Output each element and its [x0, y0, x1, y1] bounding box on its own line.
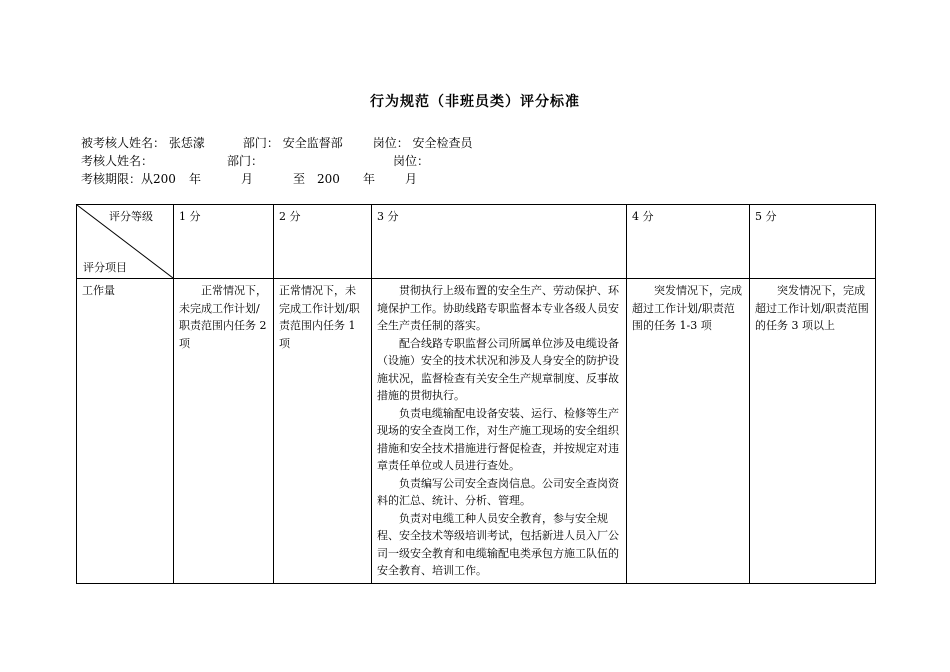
month-char: 月	[241, 172, 254, 186]
header-item-label: 评分项目	[83, 260, 127, 274]
table-row	[77, 279, 876, 584]
column-header-5: 5 分	[750, 205, 876, 279]
column-header-1: 1 分	[174, 205, 274, 279]
header-grade-label: 评分等级	[109, 210, 153, 223]
to-char: 至	[293, 172, 306, 186]
score-3-paragraph: 配合线路专职监督公司所属单位涉及电缆设备（设施）安全的技术状况和涉及人身安全的防护设施状况，监督检查有关安全生产规章制度、反事故措施的贯彻执行。	[377, 336, 619, 402]
examiner-label: 考核人姓名：	[81, 154, 154, 168]
examinee-label: 被考核人姓名：	[81, 136, 166, 150]
dept-value: 安全监督部	[282, 136, 343, 150]
column-header-3: 3 分	[372, 205, 627, 279]
post-label: 岗位：	[372, 136, 409, 150]
info-line-examiner	[81, 152, 429, 170]
column-header-4: 4 分	[627, 205, 750, 279]
column-header-2: 2 分	[274, 205, 372, 279]
document-title: 行为规范（非班员类）评分标准	[370, 94, 580, 110]
dept-label: 部门：	[242, 136, 279, 150]
score-3-paragraph: 贯彻执行上级布置的安全生产、劳动保护、环境保护工作。协助线路专职监督本专业各级人员安全生产责任制的落实。	[377, 284, 619, 332]
post-value: 安全检查员	[412, 136, 473, 150]
year-char: 年	[189, 172, 202, 186]
score-3-paragraph: 负责电缆输配电设备安装、运行、检修等生产现场的安全查岗工作，对生产施工现场的安全组织措施和安全技术措施进行督促检查，并按规定对违章责任单位或人员进行查处。	[377, 406, 619, 472]
period-to-year: 200	[317, 172, 340, 186]
info-line-examinee	[81, 134, 473, 152]
score-2-cell: 正常情况下，未完成工作计划/职责范围内任务 1 项	[274, 279, 372, 584]
score-3-cell	[372, 279, 627, 584]
period-label: 考核期限：从	[81, 172, 154, 186]
scoring-table	[76, 204, 876, 584]
dept-label-2: 部门：	[227, 154, 264, 168]
diagonal-header-cell	[77, 205, 174, 279]
score-5-cell: 突发情况下，完成超过工作计划/职责范围的任务 3 项以上	[750, 279, 876, 584]
info-line-period	[81, 170, 417, 188]
score-1-cell: 正常情况下，未完成工作计划/职责范围内任务 2 项	[174, 279, 274, 584]
examinee-name: 张恁濛	[168, 136, 205, 150]
month-char-2: 月	[405, 172, 418, 186]
post-label-2: 岗位：	[393, 154, 430, 168]
score-3-paragraph: 负责对电缆工种人员安全教育，参与安全规程、安全技术等级培训考试，包括新进人员入厂公司一级安全教育和电缆输配电类承包方施工队伍的安全教育、培训工作。	[377, 511, 619, 577]
table-header-row	[77, 205, 876, 279]
year-char-2: 年	[363, 172, 376, 186]
score-3-paragraph: 负责编写公司安全查岗信息。公司安全查岗资料的汇总、统计、分析、管理。	[377, 476, 619, 507]
item-cell: 工作量	[77, 279, 174, 584]
score-4-cell: 突发情况下，完成超过工作计划/职责范围的任务 1-3 项	[627, 279, 750, 584]
period-from-year: 200	[153, 172, 176, 186]
